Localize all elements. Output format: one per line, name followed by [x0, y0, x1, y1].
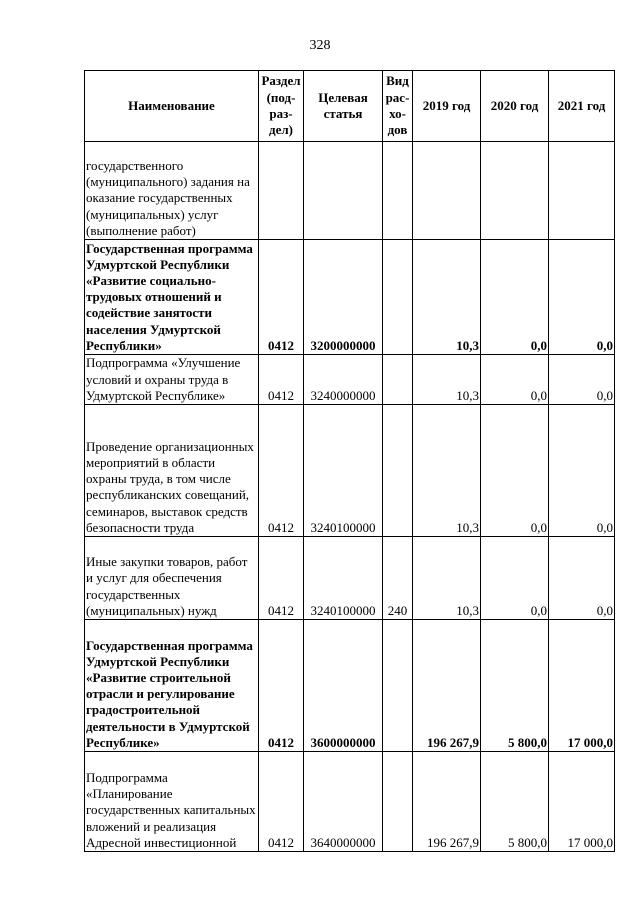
row-expense	[383, 142, 413, 240]
budget-table	[84, 70, 615, 852]
row-2021: 0,0	[549, 240, 615, 355]
row-target: 3240100000	[304, 537, 383, 620]
row-name: Государственная программа Удмуртской Республики «Развитие строительной отрасли и регулирование градостроительной деятельности в Удмуртской Республике»	[85, 620, 259, 752]
row-target: 3600000000	[304, 620, 383, 752]
table-row	[85, 240, 615, 355]
row-2019	[413, 142, 481, 240]
row-2020: 0,0	[481, 405, 549, 537]
table-row	[85, 537, 615, 620]
row-2021: 0,0	[549, 537, 615, 620]
row-2021: 17 000,0	[549, 752, 615, 852]
header-expense: Вид рас- хо- дов	[383, 71, 413, 142]
header-name: Наименование	[85, 71, 259, 142]
row-name: Подпрограмма «Планирование государственных капитальных вложений и реализация Адресной инвестиционной	[85, 752, 259, 852]
row-target: 3240100000	[304, 405, 383, 537]
table-row	[85, 405, 615, 537]
row-section: 0412	[259, 537, 304, 620]
row-expense: 240	[383, 537, 413, 620]
header-target: Целевая статья	[304, 71, 383, 142]
table-row	[85, 142, 615, 240]
header-2021: 2021 год	[549, 71, 615, 142]
row-section: 0412	[259, 405, 304, 537]
row-2020: 5 800,0	[481, 620, 549, 752]
row-2021: 0,0	[549, 355, 615, 405]
table-row	[85, 620, 615, 752]
table-header-row	[85, 71, 615, 142]
row-name: государственного (муниципального) задания на оказание государственных (муниципальных) услуг (выполнение работ)	[85, 142, 259, 240]
header-section: Раздел (под- раз- дел)	[259, 71, 304, 142]
row-section: 0412	[259, 620, 304, 752]
row-2019: 10,3	[413, 537, 481, 620]
header-2019: 2019 год	[413, 71, 481, 142]
row-target: 3200000000	[304, 240, 383, 355]
row-2020: 0,0	[481, 537, 549, 620]
row-name: Государственная программа Удмуртской Республики «Развитие социально-трудовых отношений и содействие занятости населения Удмуртской Республики»	[85, 240, 259, 355]
row-2021	[549, 142, 615, 240]
row-target: 3240000000	[304, 355, 383, 405]
row-2020: 5 800,0	[481, 752, 549, 852]
table-row	[85, 355, 615, 405]
row-2019: 10,3	[413, 355, 481, 405]
row-section	[259, 142, 304, 240]
row-expense	[383, 240, 413, 355]
row-expense	[383, 355, 413, 405]
row-expense	[383, 405, 413, 537]
row-2020	[481, 142, 549, 240]
row-expense	[383, 620, 413, 752]
row-2020: 0,0	[481, 240, 549, 355]
row-target	[304, 142, 383, 240]
row-expense	[383, 752, 413, 852]
row-section: 0412	[259, 752, 304, 852]
page-number: 328	[309, 38, 331, 53]
row-name: Проведение организационных мероприятий в области охраны труда, в том числе республиканских совещаний, семинаров, выставок средств безопасности труда	[85, 405, 259, 537]
table-row	[85, 752, 615, 852]
row-2019: 196 267,9	[413, 752, 481, 852]
row-name: Подпрограмма «Улучшение условий и охраны труда в Удмуртской Республике»	[85, 355, 259, 405]
row-2021: 0,0	[549, 405, 615, 537]
row-2019: 196 267,9	[413, 620, 481, 752]
row-section: 0412	[259, 355, 304, 405]
row-name: Иные закупки товаров, работ и услуг для обеспечения государственных (муниципальных) нужд	[85, 537, 259, 620]
header-2020: 2020 год	[481, 71, 549, 142]
row-2020: 0,0	[481, 355, 549, 405]
row-target: 3640000000	[304, 752, 383, 852]
row-2019: 10,3	[413, 405, 481, 537]
row-section: 0412	[259, 240, 304, 355]
row-2021: 17 000,0	[549, 620, 615, 752]
row-2019: 10,3	[413, 240, 481, 355]
